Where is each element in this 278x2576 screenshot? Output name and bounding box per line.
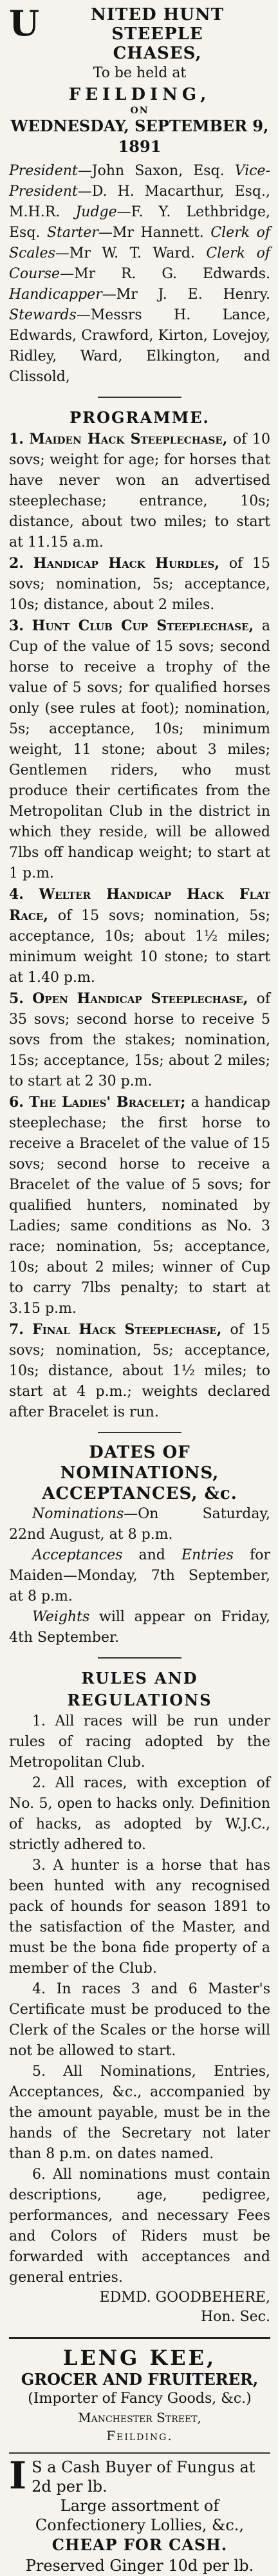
cheap-for-cash: CHEAP FOR CASH. <box>51 2535 228 2554</box>
race-entry <box>9 1092 270 1319</box>
ad-divider <box>9 2452 270 2454</box>
official-role: Handicapper <box>9 287 102 303</box>
official-name: —John Saxon, Esq. <box>77 163 225 179</box>
drop-cap: I <box>9 2454 27 2497</box>
acceptances-text: for Maiden—Monday, 7th September, at 8 p.m. <box>9 1547 271 1604</box>
signoff-title: Hon. Sec. <box>201 2309 270 2325</box>
acceptances-label: Acceptances <box>32 1547 123 1563</box>
drop-cap: U <box>9 3 40 44</box>
divider <box>98 397 181 398</box>
programme-heading: PROGRAMME. <box>70 408 210 427</box>
on-label: ON <box>130 106 149 116</box>
race-name: Welter Handicap Hack Flat Race, <box>9 886 270 924</box>
race-entry <box>9 616 270 884</box>
signoff-name: EDMD. GOODBEHERE, <box>99 2289 270 2306</box>
official-name: —Mr J. E. Henry. <box>102 287 270 303</box>
divider <box>98 1657 181 1659</box>
race-details: a handicap steeplechase; the first horse to receive a Bracelet of the value of 15 sovs; second horse to receive a Bracelet of the value of 5 sovs; for qualified hunters, nominated by Ladies; same conditions as No. 3 race; nomination, 5s; acceptance, 10s; about 2 miles; winner of Cup to carry 7lbs penalty; to start at 3.15 p.m. <box>9 1095 270 1317</box>
race-entry <box>9 988 270 1092</box>
assortment-text: Large assortment of Confectionery Lollies, &c., <box>35 2497 245 2534</box>
ginger-price: Preserved Ginger 10d per lb. <box>25 2557 254 2575</box>
race-number: 3. <box>9 617 24 634</box>
race-name: The Ladies' Bracelet; <box>29 1094 186 1111</box>
officials-paragraph <box>9 161 270 388</box>
rule-item: 1. All races will be run under rules of racing adopted by the Metropolitan Club. <box>9 1713 270 1771</box>
race-number: 2. <box>9 555 24 572</box>
race-details: of 15 sovs; nomination, 5s; acceptance, 10s; distance, about 1½ miles; to start at 4 p.m.; weights declared after Bracelet is run. <box>9 1322 270 1420</box>
ad-title-block <box>9 5 270 63</box>
official-name: —Messrs H. Lance, Edwards, Crawford, Kirton, Lovejoy, Ridley, Ward, Elkington, and Clissold, <box>9 307 270 385</box>
acceptances-line <box>9 1545 270 1607</box>
venue: FEILDING, <box>68 85 211 104</box>
title-line-2: CHASES, <box>113 44 202 63</box>
shop-name: LENG KEE, <box>62 2346 217 2370</box>
title-lines <box>44 5 270 63</box>
shop-trade: GROCER AND FRUITERER, <box>21 2370 259 2389</box>
race-name: Final Hack Steeplechase, <box>32 1321 222 1338</box>
race-number: 4. <box>9 886 24 903</box>
rule-item: 2. All races, with exception of No. 5, open to hacks only. Definition of hacks, as adopted by W.J.C., strictly adhered to. <box>9 1775 270 1853</box>
title-line-1: NITED HUNT STEEPLE <box>91 5 225 44</box>
nominations-label: Nominations <box>32 1506 124 1522</box>
nominations-line <box>9 1504 270 1545</box>
race-name: Maiden Hack Steeplechase, <box>29 431 228 447</box>
official-role: Judge <box>75 204 117 220</box>
official-role: Starter <box>46 225 98 241</box>
shop-street: Manchester Street, <box>78 2410 201 2425</box>
acceptances-and: and <box>122 1547 182 1563</box>
official-role: Vice-President <box>9 163 270 200</box>
race-details: of 35 sovs; second horse to receive 5 sovs from the stakes; nomination, 15s; acceptance, 15s; about 2 miles; to start at 2 30 p.m. <box>9 991 270 1089</box>
race-entry <box>9 429 270 553</box>
official-name: —Mr W. T. Ward. <box>55 245 195 261</box>
official-role: Clerk of Scales <box>9 225 270 261</box>
divider <box>98 1432 181 1433</box>
official-role: President <box>9 163 78 179</box>
official-name: —F. Y. Lethbridge, Esq. <box>9 204 271 241</box>
rules-heading: RULES AND REGULATIONS <box>67 1669 212 1709</box>
race-number: 5. <box>9 990 24 1007</box>
buyer-text: S a Cash Buyer of Fungus at 2d per lb. <box>32 2458 255 2496</box>
rule-item: 5. All Nominations, Entries, Acceptances, &c., accompanied by the amount payable, must be in the hands of the Secretary not later than 8 p.m. on dates named. <box>9 2064 270 2162</box>
dates-heading: DATES OF NOMINATIONS, ACCEPTANCES, &c. <box>42 1443 237 1503</box>
race-details: a Cup of the value of 15 sovs; second horse to receive a trophy of the value of 5 sovs; for qualified horses only (see rules at foot); nomination, 5s; acceptance, 10s; minimum weight, 11 stone; about 3 miles; Gentlemen riders, who must produce their certificates from the Metropolitan Club in the district in which they reside, will be allowed 7lbs off handicap weight; to start at 1 p.m. <box>9 618 271 881</box>
race-details: of 10 sovs; weight for age; for horses that have never won an advertised steeplechase; entrance, 10s; distance, about two miles; to start at 11.15 a.m. <box>9 431 270 550</box>
race-details: of 15 sovs; nomination, 5s; acceptance, 10s; distance, about 2 miles. <box>9 556 271 613</box>
race-number: 1. <box>9 431 24 447</box>
race-name: Hunt Club Cup Steeplechase, <box>32 617 254 634</box>
nominations-text: —On Saturday, 22nd August, at 8 p.m. <box>9 1506 270 1543</box>
weights-text: will appear on Friday, 4th September. <box>9 1609 270 1646</box>
shop-importer: (Importer of Fancy Goods, &c.) <box>28 2391 252 2407</box>
race-name: Open Handicap Steeplechase, <box>32 990 248 1007</box>
official-role: Clerk of Course <box>9 245 271 282</box>
race-entry <box>9 884 270 988</box>
entries-label: Entries <box>181 1547 234 1563</box>
race-name: Handicap Hack Hurdles, <box>33 555 219 572</box>
weights-line <box>9 1607 270 1648</box>
race-entry <box>9 1319 270 1423</box>
official-role: Stewards <box>9 307 77 323</box>
to-be-held: To be held at <box>93 65 187 81</box>
rule-item: 6. All nominations must contain descriptions, age, pedigree, performances, and necessary Fees and Colors of Riders must be forwarded with acceptances and general entries. <box>9 2167 270 2286</box>
official-name: —Mr R. G. Edwards. <box>60 266 270 282</box>
race-details: of 15 sovs; nomination, 5s; acceptance, 10s; about 1½ miles; minimum weight 10 stone; to start at 1.40 p.m. <box>9 908 270 986</box>
rule-item: 4. In races 3 and 6 Master's Certificate must be produced to the Clerk of the Scales or the horse will not be allowed to start. <box>9 1981 270 2059</box>
official-name: —D. H. Macarthur, Esq., M.H.R. <box>9 183 270 220</box>
weights-label: Weights <box>32 1609 90 1625</box>
buyer-block <box>9 2454 270 2497</box>
race-number: 6. <box>9 1094 24 1111</box>
shop-town: Feilding. <box>106 2428 173 2443</box>
event-date: WEDNESDAY, SEPTEMBER 9, 1891 <box>10 117 269 156</box>
race-number: 7. <box>9 1321 24 1338</box>
race-entry <box>9 553 270 616</box>
rule-item: 3. A hunter is a horse that has been hunted with any recognised pack of hounds for season 1891 to the satisfaction of the Master, and must be the bona fide property of a member of the Club. <box>9 1857 270 1977</box>
official-name: —Mr Hannett. <box>98 225 204 241</box>
ad-separator <box>9 2337 270 2339</box>
